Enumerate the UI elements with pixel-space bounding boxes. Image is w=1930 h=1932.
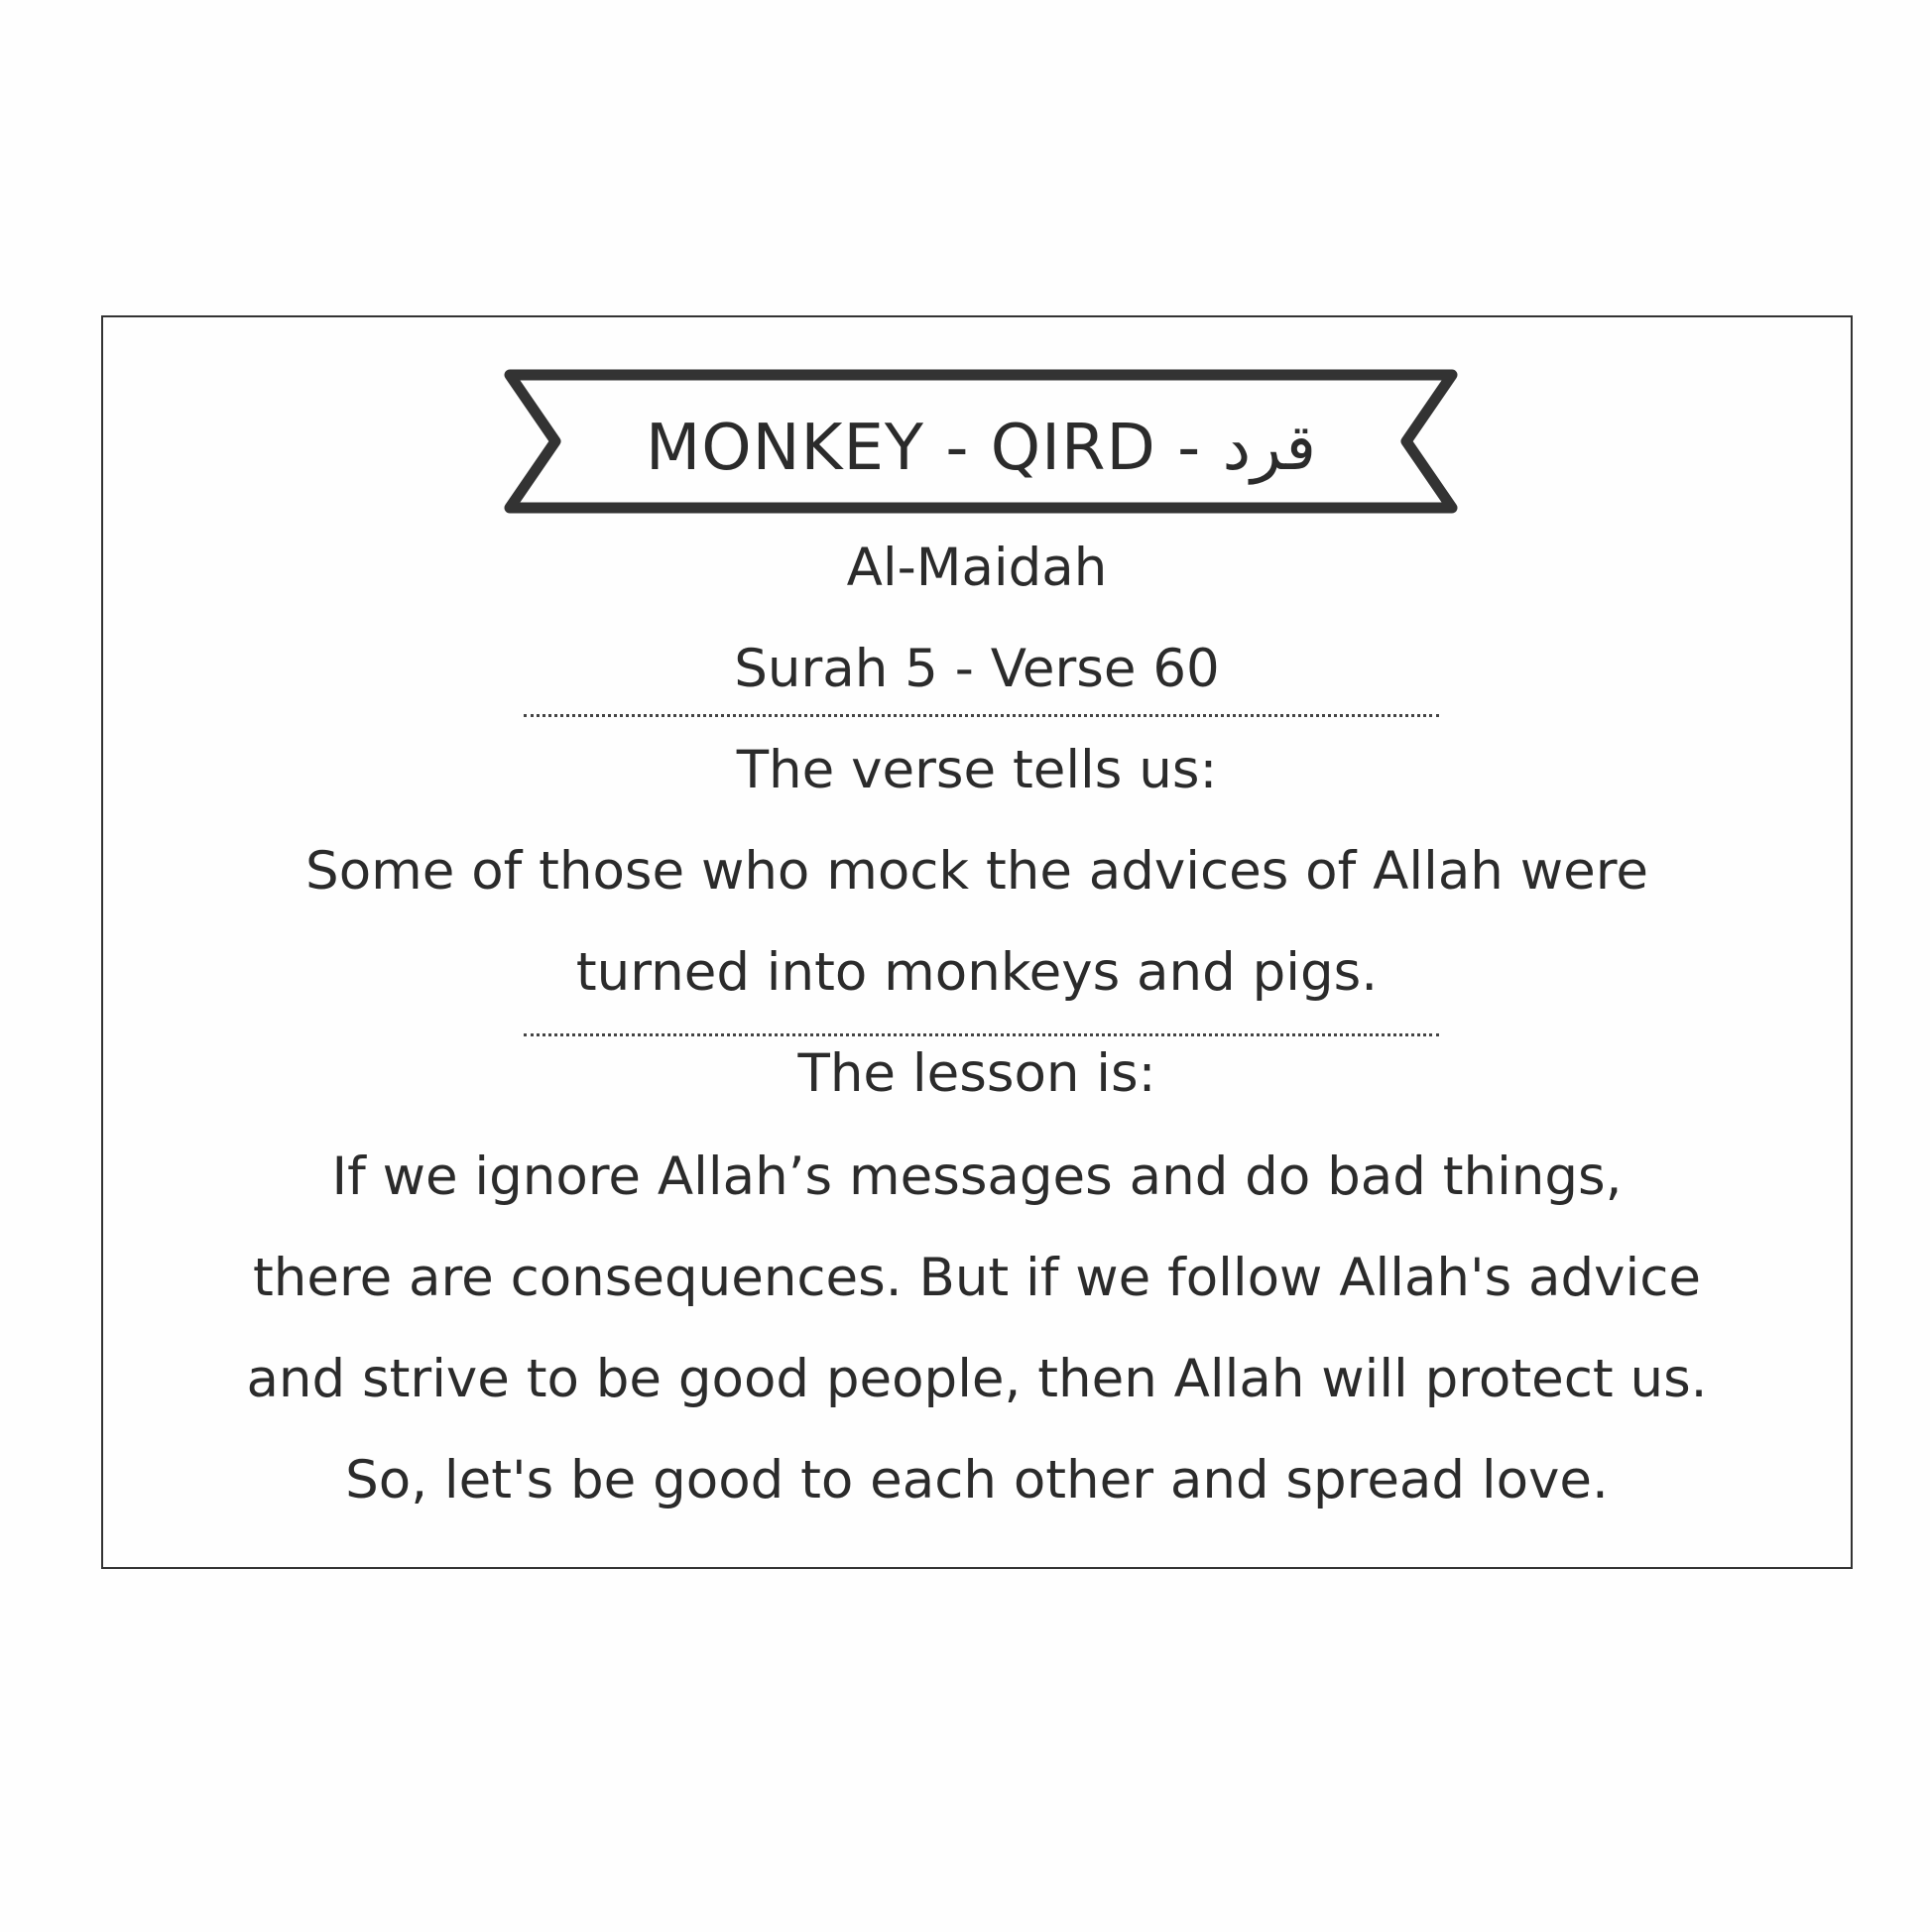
verse-line: Some of those who mock the advices of Allah were [305, 841, 1648, 902]
dotted-divider-2 [524, 1033, 1439, 1036]
card-title: MONKEY - QIRD - قرد [646, 412, 1316, 485]
dotted-divider-1 [524, 714, 1439, 717]
verse-heading: The verse tells us: [736, 740, 1218, 800]
lesson-line: and strive to be good people, then Allah will protect us. [246, 1349, 1708, 1409]
lesson-line: If we ignore Allah’s messages and do bad things, [331, 1147, 1623, 1207]
verse-reference: Surah 5 - Verse 60 [734, 639, 1220, 699]
surah-name: Al-Maidah [846, 538, 1108, 598]
lesson-line: there are consequences. But if we follow Allah's advice [252, 1248, 1701, 1308]
lesson-heading: The lesson is: [797, 1043, 1156, 1104]
verse-line: turned into monkeys and pigs. [575, 942, 1379, 1003]
lesson-line: So, let's be good to each other and spread love. [345, 1450, 1609, 1510]
title-banner [504, 369, 1458, 514]
lesson-card [101, 315, 1853, 1569]
